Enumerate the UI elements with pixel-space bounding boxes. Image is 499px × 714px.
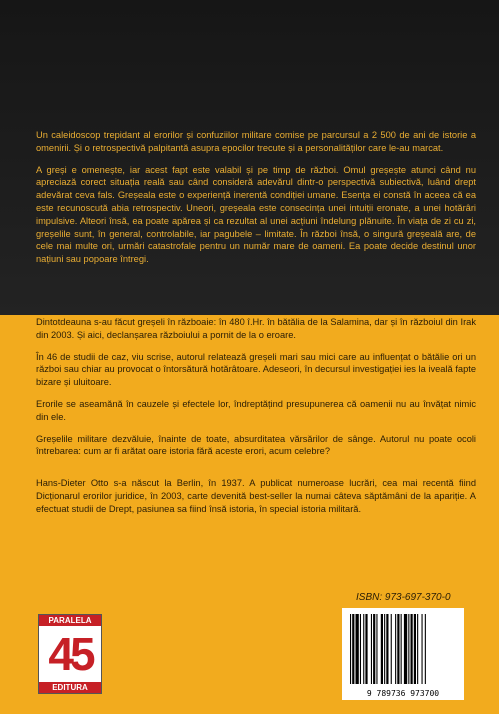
blurb-paragraph: În 46 de studii de caz, viu scrise, autorul relatează greșeli mari sau mici care au influențat o bătălie ori un război sau chiar au provocat o întorsătură hotărâtoare. Adeseori, în decursul investigației ies la iveală fapte bizare și uluitoare. [36,351,476,388]
barcode-bar [422,614,423,684]
author-bio: Hans-Dieter Otto s-a născut la Berlin, în 1937. A publicat numeroase lucrări, cea mai recentă fiind Dicționarul erorilor juridice, în 2003, carte devenită best-seller la numai câteva săptămâni de la apariție. A efectuat studii de Drept, pasiunea sa fiind însă istoria, în special istoria militară. [36,478,476,514]
barcode-bar [376,614,377,684]
blurb-dark [36,129,476,275]
barcode-bar [363,614,364,684]
blurb-paragraph: Un caleidoscop trepidant al erorilor și confuziilor militare comise pe parcursul a 2 500 de ani de istorie a omenirii. Și o retrospectivă palpitantă asupra epocilor trecute și a personalităților care le-au marcat. [36,130,476,153]
barcode-bar [408,614,409,684]
barcode-bar [401,614,402,684]
barcode [342,608,464,700]
barcode-bar [371,614,372,684]
barcode-bar [373,614,375,684]
barcode-bar [350,614,351,684]
barcode-bar [365,614,367,684]
logo-bottom-text: EDITURA [39,682,101,693]
barcode-bar [391,614,392,684]
blurb-paragraph: Dintotdeauna s-au făcut greșeli în războaie: în 480 î.Hr. în bătălia de la Salamina, dar și în războiul din Irak din 2003. Și aici, declanșarea războiului a pornit de la o eroare. [36,317,476,340]
barcode-bar [411,614,413,684]
barcode-bar [417,614,418,684]
barcode-number: 9 789736 973700 [366,689,440,698]
barcode-bar [414,614,416,684]
barcode-bars [348,614,458,688]
barcode-bar [425,614,426,684]
barcode-bar [386,614,388,684]
logo-mark: 45 [48,628,92,680]
dark-panel [0,0,499,315]
blurb-paragraph: Greșelile militare dezvăluie, înainte de toate, absurditatea vărsărilor de sânge. Autorul nu poate ocoli întrebarea: cum ar fi arătat oare istoria fără aceste erori, acum celebre? [36,433,476,457]
barcode-bar [356,614,359,684]
barcode-bar [404,614,407,684]
barcode-bar [395,614,396,684]
blurb-yellow [36,316,476,525]
barcode-bar [397,614,399,684]
blurb-paragraph: A greși e omenește, iar acest fapt este valabil și pe timp de război. Omul greșește atunci când nu apreciază corect situația reală sau când consideră adevărul dintr-o perspectivă subiectivă, luând drept adevărat ceva fals. Greșeala este o experiență inerentă condiției umane. Esența ei constă în aceea că ea este recunoscută abia retrospectiv. Uneori, greșeala este consecința unei intuiții eronate, a unei hotărâri impulsive. Alteori însă, ea poate apărea și ca rezultat al unei acțiuni îndelung plănuite. În viața de zi cu zi, greșelile sunt, în general, controlabile, iar pagubele – limitate. În război însă, o singură greșeală are, de cele mai multe ori, urmări catastrofale pentru un număr mare de oameni. Ea poate decide destinul unor națiuni sau popoare întregi. [36,164,476,265]
barcode-bar [381,614,383,684]
publisher-logo [38,614,102,694]
blurb-paragraph: Erorile se aseamănă în cauzele și efectele lor, îndreptățind presupunerea că oamenii nu au învățat nimic din ele. [36,398,476,422]
barcode-bar [360,614,361,684]
logo-top-text: PARALELA [39,615,101,626]
barcode-bar [352,614,354,684]
barcode-bar [384,614,385,684]
isbn-label: ISBN: 973-697-370-0 [356,592,451,603]
